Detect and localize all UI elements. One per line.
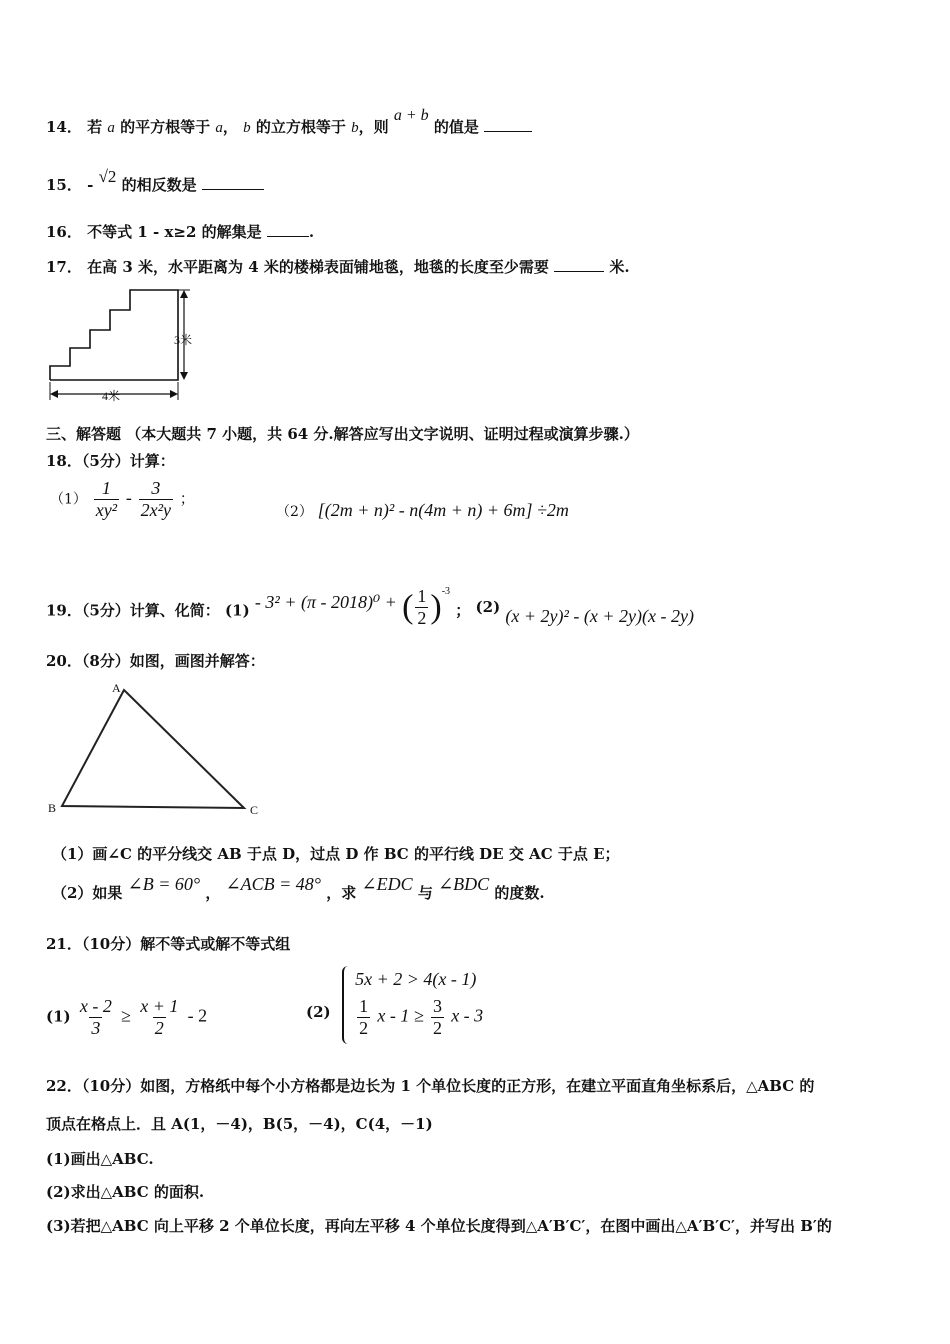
staircase-figure [44, 284, 204, 406]
question-18-part-1: （1） $\frac{1}{\text{xy²}}$ - $\frac{3}{\text{2x²y}}$ ； [50, 478, 195, 520]
question-17: 17． 在高 3 米，水平距离为 4 米的楼梯表面铺地毯，地毯的长度至少需要 米. [46, 258, 630, 276]
vertex-b: B [48, 801, 57, 815]
vertex-c: C [250, 803, 259, 817]
triangle-abc [62, 690, 244, 808]
question-16: 16． 不等式 1 - x≥2 的解集是 . [46, 223, 315, 241]
question-18-part-2: （2） [(2m + n)² - n(4m + n) + 6m] ÷2m [276, 500, 569, 520]
question-15: 15． - √2 的相反数是 [46, 174, 264, 195]
question-22-line-2: 顶点在格点上．且 A(1，－4)，B(5，－4)，C(4，－1) [46, 1115, 433, 1133]
question-21-part-1: (1) $\frac{x - 2}{3}$ ≥ $\frac{x + 1}{2}$ - 2 [46, 996, 208, 1038]
question-22-part-2: (2)求出△ABC 的面积. [46, 1183, 205, 1201]
question-14: 14． 若 a 的平方根等于 a， b 的立方根等于 b，则 a + b 的值是 [46, 116, 532, 137]
vertex-a: A [112, 681, 121, 695]
question-18-header: 18．（5分）计算： [46, 452, 175, 470]
arrow-head-right [170, 390, 178, 398]
question-22-part-1: (1)画出△ABC. [46, 1150, 154, 1168]
arrow-head-top [180, 290, 188, 298]
answer-blank[interactable] [202, 175, 264, 190]
question-22-part-3: (3)若把△ABC 向上平移 2 个单位长度，再向左平移 4 个单位长度得到△A′B′C′，在图中画出△A′B′C′，并写出 B′的 [46, 1217, 832, 1235]
answer-blank[interactable] [267, 222, 309, 237]
system-brace [342, 966, 350, 1044]
question-20-part-2: （2）如果 ∠B = 60° ， ∠ACB = 48° ，求 ∠EDC 与 ∠BDC 的度数. [52, 874, 545, 902]
question-21-part-2: (2) 5x + 2 > 4(x - 1) $\frac{1}{2}$ x - 1 ≥ $\frac{3}{2}$ x - 3 [306, 966, 483, 1044]
answer-blank[interactable] [554, 257, 604, 272]
arrow-head-left [50, 390, 58, 398]
question-21-header: 21．（10分）解不等式或解不等式组 [46, 935, 291, 953]
arrow-head-bottom [180, 372, 188, 380]
question-19: 19．（5分）计算、化简： (1) - 3² + (π - 2018)⁰ + ( $\frac{1}{2}$ )$^{-3}$ ； (2) (x + 2y)² - (x + 2y)(x - 2y) [46, 586, 694, 628]
expr-a-plus-b: a + b [393, 107, 429, 124]
question-22-line-1: 22．（10分）如图，方格纸中每个小方格都是边长为 1 个单位长度的正方形，在建立平面直角坐标系后，△ABC 的 [46, 1077, 815, 1095]
sqrt-2: √2 [98, 167, 117, 186]
height-label: 3米 [174, 333, 193, 347]
width-label: 4米 [102, 389, 121, 403]
question-20-header: 20．（8分）如图，画图并解答： [46, 652, 265, 670]
answer-blank[interactable] [484, 117, 532, 132]
section-3-title: 三、解答题 （本大题共 7 小题，共 64 分.解答应写出文字说明、证明过程或演算步骤.） [46, 425, 639, 443]
staircase-steps [50, 290, 178, 380]
triangle-abc-figure [44, 678, 274, 818]
question-20-part-1: （1）画∠C 的平分线交 AB 于点 D，过点 D 作 BC 的平行线 DE 交 AC 于点 E； [52, 845, 620, 863]
